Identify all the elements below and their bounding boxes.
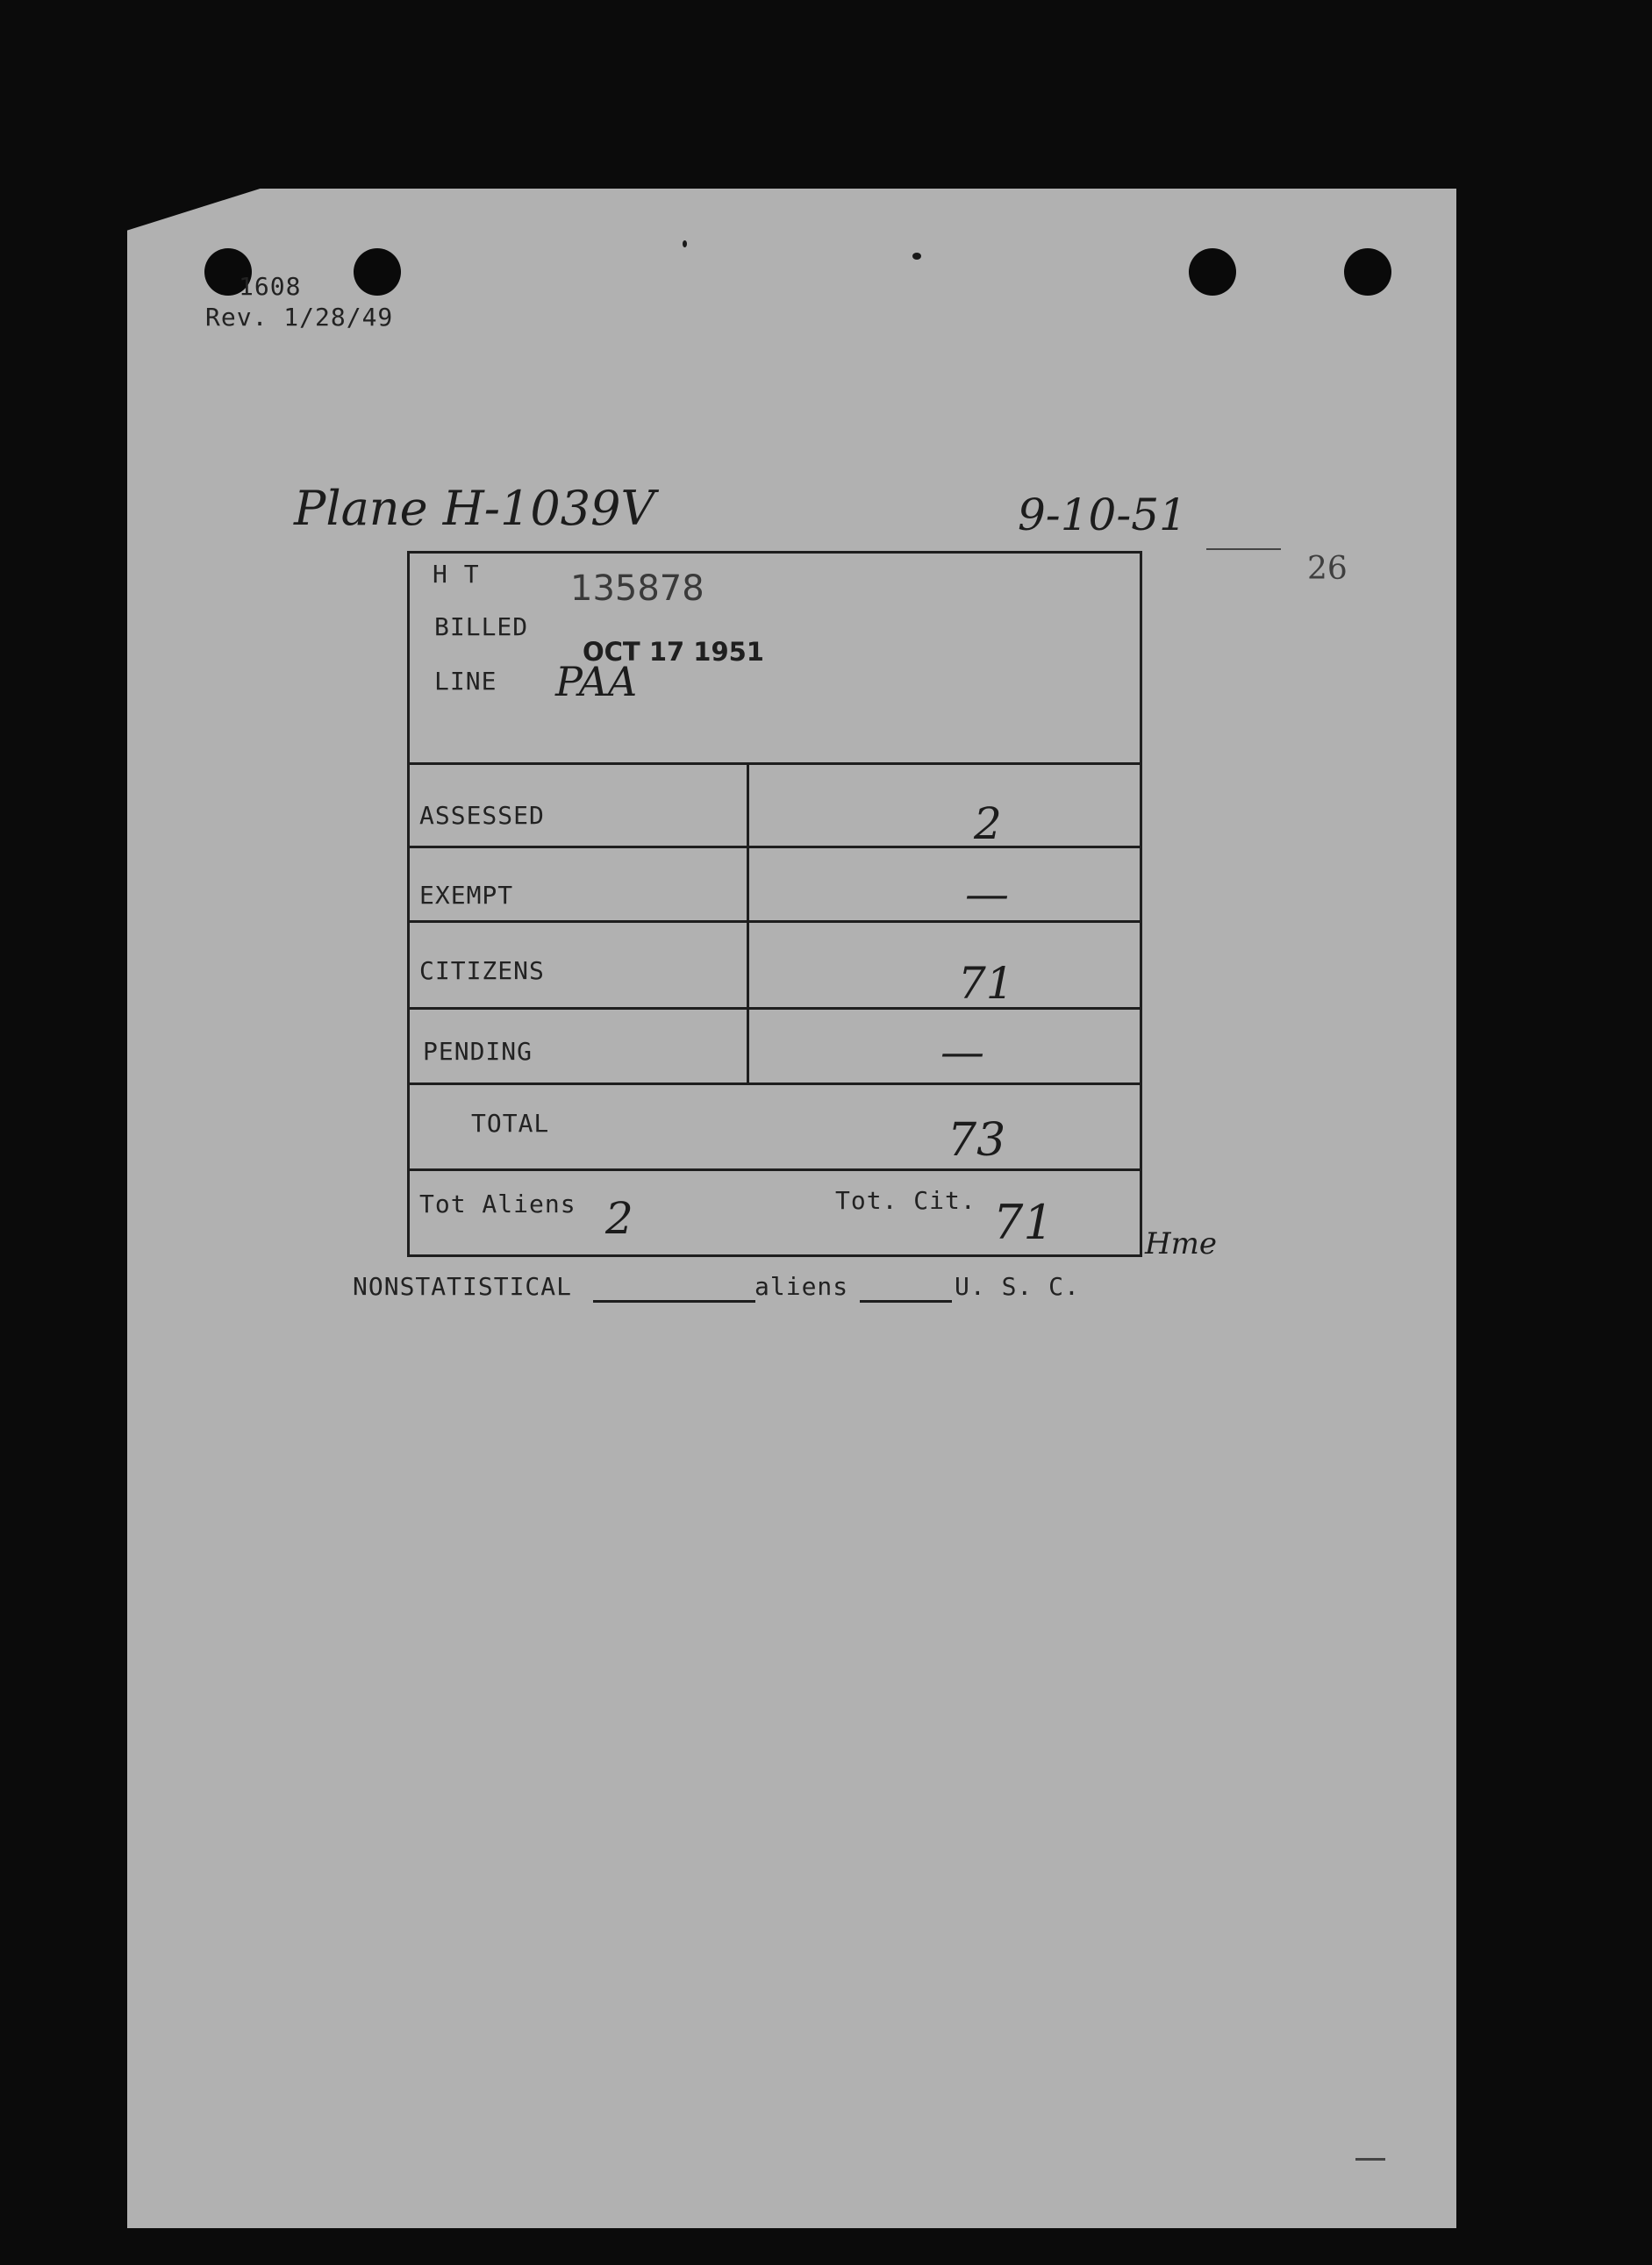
total-value: 73: [948, 1114, 1006, 1167]
ht-label: H T: [433, 560, 480, 589]
page-number: 26: [1307, 551, 1348, 587]
total-aliens-value: 2: [605, 1193, 633, 1244]
margin-initials: Hme: [1145, 1226, 1218, 1261]
billed-stamp: OCT 17 1951: [583, 637, 764, 667]
aliens-label: aliens: [754, 1272, 849, 1301]
row-value-citizens: 71: [958, 958, 1014, 1009]
divider: [410, 1168, 1140, 1171]
form-revision: Rev. 1/28/49: [205, 303, 394, 332]
nonstatistical-label: NONSTATISTICAL: [353, 1272, 573, 1301]
arrival-date: 9-10-51: [1018, 489, 1187, 540]
row-value-assessed: 2: [974, 798, 1002, 849]
row-label-citizens: CITIZENS: [419, 956, 545, 985]
form-code: 1608: [239, 272, 302, 301]
total-aliens-label: Tot Aliens: [419, 1190, 576, 1218]
row-label-exempt: EXEMPT: [419, 881, 514, 910]
punch-hole: [1344, 248, 1391, 296]
divider: [410, 1082, 1140, 1085]
plane-number: Plane H-1039V: [294, 481, 655, 536]
punch-hole: [1189, 248, 1236, 296]
column-divider: [747, 762, 749, 1082]
total-citizens-value: 71: [993, 1195, 1054, 1250]
airline-code: PAA: [555, 658, 638, 705]
stray-dash: [1355, 2158, 1385, 2161]
total-label: TOTAL: [471, 1109, 550, 1138]
header-dash: [1206, 548, 1281, 550]
total-citizens-label: Tot. Cit.: [835, 1186, 976, 1215]
row-label-pending: PENDING: [423, 1037, 533, 1066]
usc-label: U. S. C.: [955, 1272, 1080, 1301]
ink-speck: [912, 253, 921, 260]
row-value-pending: —: [940, 1026, 984, 1077]
billed-label: BILLED: [434, 612, 529, 641]
nonstatistical-blank: [593, 1300, 755, 1303]
tally-box: [407, 551, 1142, 1257]
punch-hole: [354, 248, 401, 296]
ink-speck: [683, 240, 687, 247]
row-label-assessed: ASSESSED: [419, 801, 545, 830]
row-value-exempt: —: [965, 868, 1009, 919]
aliens-blank: [860, 1300, 952, 1303]
divider: [410, 846, 1140, 848]
ht-number: 135878: [570, 568, 704, 609]
divider: [410, 920, 1140, 923]
line-label: LINE: [434, 667, 497, 696]
divider: [410, 762, 1140, 765]
divider: [410, 1007, 1140, 1010]
